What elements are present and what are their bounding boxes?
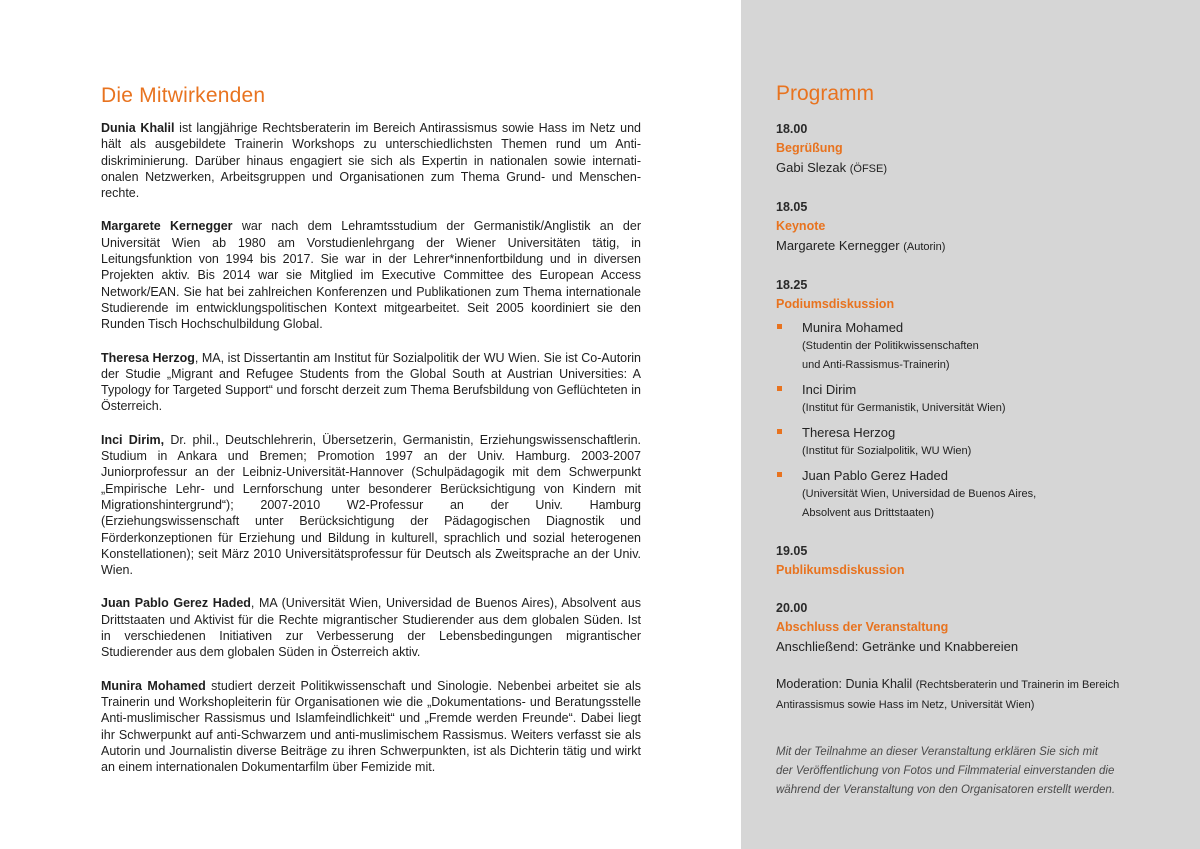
moderation-detail-3: Universität Wien) <box>950 699 1035 711</box>
person-name: Gabi Slezak <box>776 160 847 175</box>
program-item-podium <box>776 276 1176 523</box>
panelist-name: Theresa Herzog <box>802 425 896 440</box>
notice-line: während der Veranstaltung von den Organisatoren erstellt werden. <box>776 784 1116 796</box>
notice-line: der Veröffentlichung von Fotos und Filmmaterial einverstanden die <box>776 765 1115 777</box>
bio-munira-mohamed <box>101 678 641 776</box>
program-event: Abschluss der Veranstaltung <box>776 620 949 634</box>
program-item-closing <box>776 599 1176 656</box>
bio-name: Theresa Herzog <box>101 350 195 365</box>
program-event: Publikumsdiskussion <box>776 563 905 577</box>
bullet-icon <box>777 324 782 329</box>
moderation-label: Moderation: Dunia Khalil <box>776 677 913 691</box>
moderation-info <box>776 675 1176 715</box>
program-title: Programm <box>776 82 875 105</box>
bio-text: war nach dem Lehramtsstudium der Germanistik/Anglistik an der Universität Wien ab 1980 am Vorstudienlehrgang der Wiener Universitäten tätig, in Leitungsfunktion von 1994 bis 2017. Sie war in der Lehrer*innenfortbildung und in diversen Projekten aktiv. Bis 2014 war sie Mitglied im Executive Committee des European Access Network/EAN. Sie hat bei zahlreichen Konferenzen und Publikationen zum Thema internationale Studierende im entwicklungspolitischen Kontext mitgearbeitet. Seit 2005 koordiniert sie den Runden Tisch Hochschulbildung Global. <box>101 219 641 332</box>
program-person <box>776 158 1176 179</box>
bullet-icon <box>777 472 782 477</box>
panelist-affiliation: (Institut für Sozialpolitik, WU Wien) <box>802 445 972 457</box>
notice-line: Mit der Teilnahme an dieser Veranstaltung erklären Sie sich mit <box>776 746 1098 758</box>
program-time: 18.05 <box>776 200 808 214</box>
bio-theresa-herzog <box>101 350 641 415</box>
bio-name: Margarete Kernegger <box>101 219 233 234</box>
panelist-item <box>776 318 1176 375</box>
program-event: Begrüßung <box>776 141 843 155</box>
bio-text: Dr. phil., Deutschlehrerin, Übersetzerin, Germanistin, Erziehungswissenschaftlerin. Studium in Ankara und Bremen; Promotion 1997 an der Univ. Hamburg. 2003-2007 Juniorprofessur an der Leibniz-Universität-Hannover (Schulpädagogik mit dem Schwerpunkt „Empirische Lehr- und Lernforschung unter besonderer Berücksichtigung von Kindern mit Migrationshintergrund“); 2007-2010 W2-Professur an der Univ. Hamburg (Erziehungswissenschaft unter Berücksichtigung der Pädagogischen Diagnostik und Förderkonzeptionen für Erziehung und Bildung in kulturell, sprachlich und sozial heterogenen Konstellationen); seit März 2010 Universitätsprofessur für Deutsch als Zweitsprache an der Univ. Wien. <box>101 432 641 578</box>
bio-text: studiert derzeit Politikwissenschaft und Sinologie. Nebenbei arbeitet sie als Trainerin und Workshopleiterin für Organisationen wie die „Dokumentations- und Beratungsstelle Anti-muslimischer Rassismus und Islamfeindlichkeit“ und „Fremde werden Freunde“. Dabei liegt ihr Schwerpunkt auf anti-Schwarzem und anti-muslimischem Rassismus. Weiters verfasst sie als Autorin und Journalistin diverse Beiträge zu ihren Schwerpunkten, ist als Dichterin tätig und wirkt an einem internationalen Dokumentarfilm über Femizide mit. <box>101 678 641 775</box>
panelist-name: Juan Pablo Gerez Haded <box>802 468 948 483</box>
program-detail: Anschließend: Getränke und Knabbereien <box>776 639 1019 654</box>
panelist-affiliation: Absolvent aus Drittstaaten) <box>802 507 935 519</box>
program-event: Keynote <box>776 219 826 233</box>
program-sidebar <box>741 0 1200 849</box>
panelist-affiliation: (Institut für Germanistik, Universität Wien) <box>802 402 1006 414</box>
person-affiliation: (Autorin) <box>903 241 946 253</box>
moderation-detail: (Rechtsberaterin und Trainerin im Bereich <box>915 679 1120 691</box>
program-time: 18.00 <box>776 122 808 136</box>
bio-name: Inci Dirim, <box>101 432 165 447</box>
bio-name: Munira Mohamed <box>101 678 206 693</box>
panelist-name: Munira Mohamed <box>802 320 904 335</box>
moderation-detail-2: Antirassismus sowie Hass im Netz, <box>776 699 948 711</box>
bio-name: Juan Pablo Gerez Haded <box>101 596 251 611</box>
photo-consent-notice <box>776 743 1176 800</box>
bio-inci-dirim <box>101 432 641 579</box>
panelist-item <box>776 466 1176 523</box>
bio-text: , MA (Universität Wien, Universidad de Buenos Aires), Absolvent aus Drittstaaten und Aktivist für die Rechte migrantischer Studierender aus dem globalen Süden. Ist in verschiedenen Initiativen zur Verbesserung der Lebensbedingungen migrantischer Studierender aus dem globalen Süden in Österreich aktiv. <box>101 596 641 660</box>
program-time: 18.25 <box>776 278 808 292</box>
bullet-icon <box>777 429 782 434</box>
panelist-list <box>776 318 1176 523</box>
program-person <box>776 236 1176 257</box>
program-event: Podiumsdiskussion <box>776 297 895 311</box>
bio-juan-pablo-gerez-haded <box>101 595 641 660</box>
program-time: 19.05 <box>776 544 808 558</box>
program-time: 20.00 <box>776 601 808 615</box>
person-name: Margarete Kernegger <box>776 238 900 253</box>
program-item-greeting <box>776 120 1176 179</box>
program-item-public-discussion <box>776 542 1176 580</box>
panelist-item <box>776 423 1176 461</box>
panelist-name: Inci Dirim <box>802 382 857 397</box>
panelist-affiliation: (Studentin der Politikwissenschaften <box>802 340 979 352</box>
person-affiliation: (ÖFSE) <box>849 163 887 175</box>
panelist-affiliation: und Anti-Rassismus-Trainerin) <box>802 359 950 371</box>
program-item-keynote <box>776 198 1176 257</box>
panelist-affiliation: (Universität Wien, Universidad de Buenos Aires, <box>802 488 1037 500</box>
bullet-icon <box>777 386 782 391</box>
bio-text: ist langjährige Rechtsberaterin im Bereich Antirassismus sowie Hass im Netz und hält als ausgebildete Trainerin Workshops zu unterschiedlichsten Themen rund um Anti-diskriminierung. Darüber hinaus engagiert sie sich als Expertin in nationalen sowie internati-onalen Netzwerken, Arbeitsgruppen und Organisationen zum Thema Grund- und Menschen-rechte. <box>101 121 641 201</box>
bio-dunia-khalil <box>101 120 641 201</box>
contributors-title: Die Mitwirkenden <box>101 84 266 107</box>
panelist-item <box>776 380 1176 418</box>
bio-name: Dunia Khalil <box>101 121 175 135</box>
bio-margarete-kernegger <box>101 218 641 332</box>
bio-text: , MA, ist Dissertantin am Institut für Sozialpolitik der WU Wien. Sie ist Co-Autorin der Studie „Migrant and Refugee Students from the Global South at Austrian Universities: A Typology for Targeted Support“ und forscht derzeit zum Thema Berufsbildung von Geflüchteten in Österreich. <box>101 350 642 414</box>
